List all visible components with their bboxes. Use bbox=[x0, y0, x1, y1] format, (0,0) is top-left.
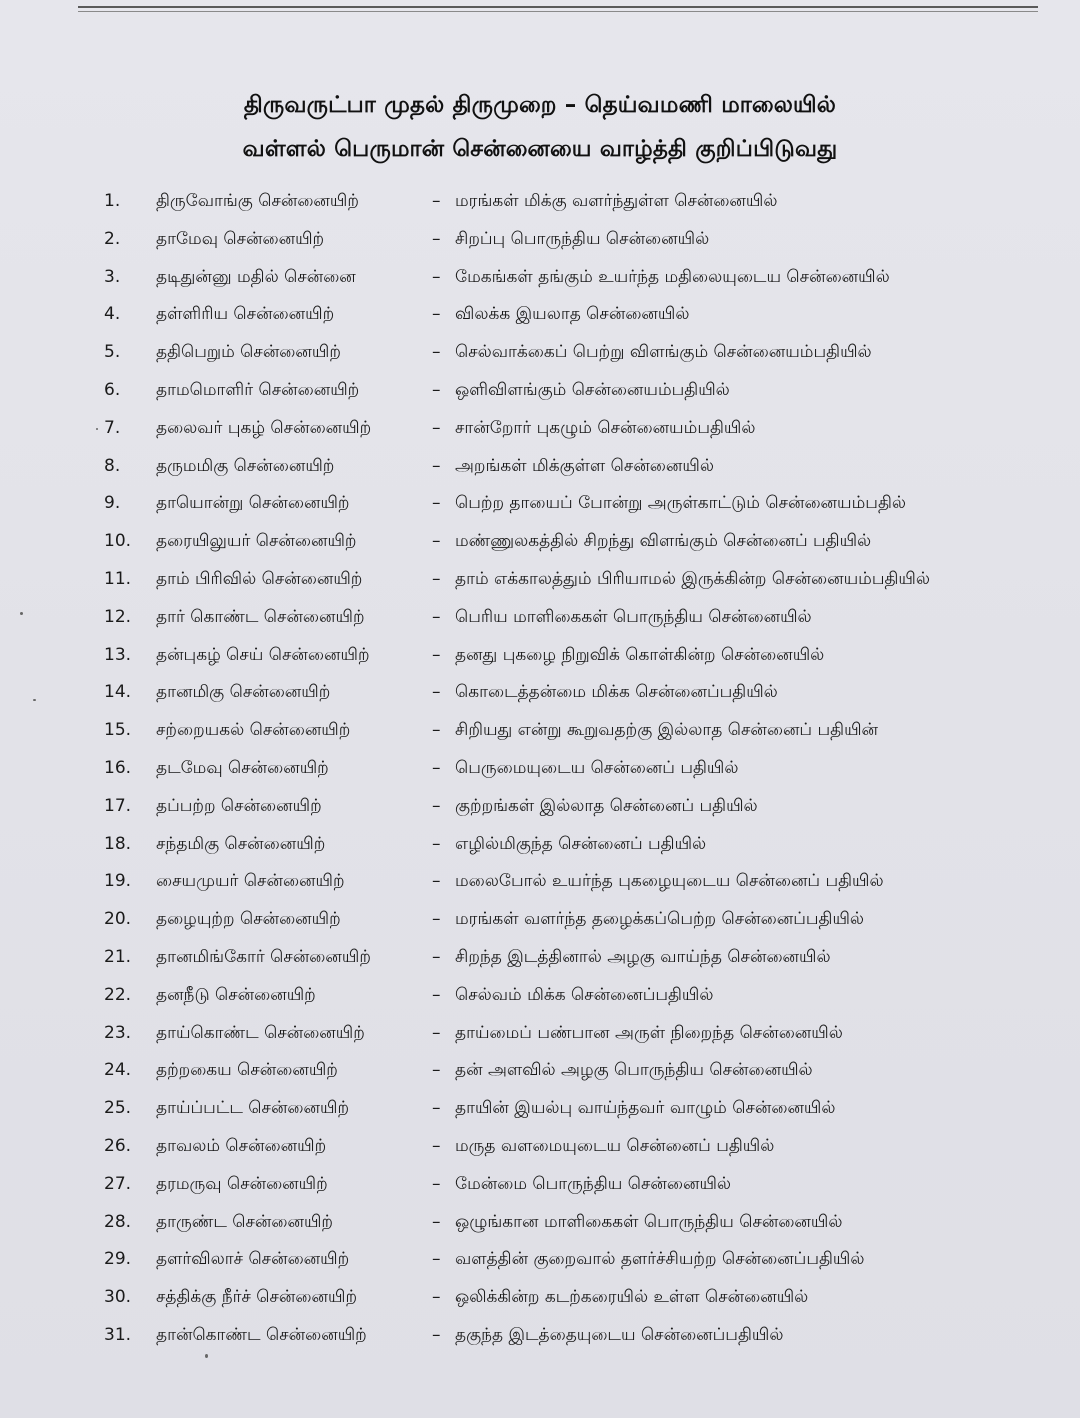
item-meaning: சிறந்த இடத்தினால் அழகு வாய்ந்த சென்னையில் bbox=[455, 946, 831, 967]
item-meaning: செல்வாக்கைப் பெற்று விளங்கும் சென்னையம்பதியில் bbox=[455, 342, 872, 363]
item-separator: – bbox=[432, 228, 441, 249]
item-term: தானமிங்கோர் சென்னையிற் bbox=[156, 946, 371, 967]
item-meaning: தாம் எக்காலத்தும் பிரியாமல் இருக்கின்ற சென்னையம்பதியில் bbox=[455, 568, 930, 589]
item-meaning: வளத்தின் குறைவால் தளர்ச்சியற்ற சென்னைப்பதியில் bbox=[455, 1249, 865, 1270]
item-term: சற்றையகல் சென்னையிற் bbox=[156, 720, 351, 741]
item-term: தாய்கொண்ட சென்னையிற் bbox=[156, 1022, 365, 1043]
item-term: தளர்விலாச் சென்னையிற் bbox=[156, 1249, 350, 1270]
item-meaning: பெற்ற தாயைப் போன்று அருள்காட்டும் சென்னையம்பதில் bbox=[455, 493, 906, 514]
item-separator: – bbox=[432, 682, 441, 703]
list-item bbox=[0, 259, 1080, 297]
item-separator: – bbox=[432, 795, 441, 816]
item-separator: – bbox=[432, 833, 441, 854]
item-number: 10. bbox=[104, 531, 132, 552]
item-separator: – bbox=[432, 568, 441, 589]
item-term: தடிதுன்னு மதில் சென்னை bbox=[156, 266, 356, 287]
page-title-line-1: திருவருட்பா முதல் திருமுறை – தெய்வமணி மாலையில் bbox=[243, 92, 837, 118]
item-term: தாம் பிரிவில் சென்னையிற் bbox=[156, 568, 363, 589]
item-term: தாமேவு சென்னையிற் bbox=[156, 228, 325, 249]
list-item bbox=[0, 901, 1080, 939]
item-term: தான்கொண்ட சென்னையிற் bbox=[156, 1324, 367, 1345]
item-number: 7. bbox=[104, 417, 121, 438]
item-number: 25. bbox=[104, 1098, 132, 1119]
item-meaning: மலைபோல் உயர்ந்த புகழையுடைய சென்னைப் பதியில் bbox=[455, 871, 884, 892]
glossary-list bbox=[0, 183, 1080, 1355]
item-number: 6. bbox=[104, 379, 121, 400]
item-meaning: தன் அளவில் அழகு பொருந்திய சென்னையில் bbox=[455, 1060, 813, 1081]
item-number: 13. bbox=[104, 644, 132, 665]
list-item bbox=[0, 599, 1080, 637]
list-item bbox=[0, 561, 1080, 599]
item-term: தாயொன்று சென்னையிற் bbox=[156, 493, 350, 514]
list-item bbox=[0, 1090, 1080, 1128]
item-separator: – bbox=[432, 1098, 441, 1119]
item-meaning: ஒலிக்கின்ற கடற்கரையில் உள்ள சென்னையில் bbox=[455, 1287, 809, 1308]
item-term: தாவலம் சென்னையிற் bbox=[156, 1135, 327, 1156]
item-number: 19. bbox=[104, 871, 132, 892]
item-term: தருமமிகு சென்னையிற் bbox=[156, 455, 335, 476]
list-item bbox=[0, 1052, 1080, 1090]
scan-speck bbox=[96, 428, 98, 430]
item-meaning: கொடைத்தன்மை மிக்க சென்னைப்பதியில் bbox=[455, 682, 778, 703]
list-item bbox=[0, 1241, 1080, 1279]
item-separator: – bbox=[432, 342, 441, 363]
item-term: தரமருவு சென்னையிற் bbox=[156, 1173, 328, 1194]
item-number: 3. bbox=[104, 266, 121, 287]
item-number: 24. bbox=[104, 1060, 132, 1081]
item-separator: – bbox=[432, 757, 441, 778]
item-number: 1. bbox=[104, 191, 121, 211]
item-term: சையமுயர் சென்னையிற் bbox=[156, 871, 345, 892]
item-number: 18. bbox=[104, 833, 132, 854]
item-separator: – bbox=[432, 1249, 441, 1270]
item-separator: – bbox=[432, 984, 441, 1005]
item-meaning: மருத வளமையுடைய சென்னைப் பதியில் bbox=[455, 1135, 775, 1156]
list-item bbox=[0, 863, 1080, 901]
item-number: 31. bbox=[104, 1324, 132, 1345]
item-separator: – bbox=[432, 946, 441, 967]
item-number: 29. bbox=[104, 1249, 132, 1270]
item-term: தார் கொண்ட சென்னையிற் bbox=[156, 606, 365, 627]
scan-speck bbox=[205, 1354, 208, 1358]
list-item bbox=[0, 523, 1080, 561]
item-number: 4. bbox=[104, 304, 121, 325]
item-number: 23. bbox=[104, 1022, 132, 1043]
item-term: திருவோங்கு சென்னையிற் bbox=[156, 191, 359, 211]
item-meaning: விலக்க இயலாத சென்னையில் bbox=[455, 304, 690, 325]
item-separator: – bbox=[432, 531, 441, 552]
item-term: தாமமொளிர் சென்னையிற் bbox=[156, 379, 360, 400]
item-number: 26. bbox=[104, 1135, 132, 1156]
item-meaning: மேன்மை பொருந்திய சென்னையில் bbox=[455, 1173, 732, 1194]
item-separator: – bbox=[432, 909, 441, 930]
item-term: ததிபெறும் சென்னையிற் bbox=[156, 342, 341, 363]
item-meaning: எழில்மிகுந்த சென்னைப் பதியில் bbox=[455, 833, 707, 854]
item-number: 22. bbox=[104, 984, 132, 1005]
item-separator: – bbox=[432, 266, 441, 287]
list-item bbox=[0, 712, 1080, 750]
item-separator: – bbox=[432, 1211, 441, 1232]
item-meaning: பெரிய மாளிகைகள் பொருந்திய சென்னையில் bbox=[455, 606, 812, 627]
item-number: 17. bbox=[104, 795, 132, 816]
item-term: தப்பற்ற சென்னையிற் bbox=[156, 795, 322, 816]
item-meaning: சிறப்பு பொருந்திய சென்னையில் bbox=[455, 228, 710, 249]
item-number: 5. bbox=[104, 342, 121, 363]
item-term: தலைவர் புகழ் சென்னையிற் bbox=[156, 417, 372, 438]
page-title-line-2: வள்ளல் பெருமான் சென்னையை வாழ்த்தி குறிப்பிடுவது bbox=[242, 136, 838, 162]
list-item bbox=[0, 372, 1080, 410]
list-item bbox=[0, 788, 1080, 826]
item-separator: – bbox=[432, 644, 441, 665]
item-number: 16. bbox=[104, 757, 132, 778]
item-meaning: தாய்மைப் பண்பான அருள் நிறைந்த சென்னையில் bbox=[455, 1022, 843, 1043]
item-separator: – bbox=[432, 191, 441, 211]
item-separator: – bbox=[432, 606, 441, 627]
list-item bbox=[0, 1015, 1080, 1053]
item-term: சந்தமிகு சென்னையிற் bbox=[156, 833, 326, 854]
item-meaning: ஒழுங்கான மாளிகைகள் பொருந்திய சென்னையில் bbox=[455, 1211, 843, 1232]
item-number: 30. bbox=[104, 1287, 132, 1308]
item-meaning: தனது புகழை நிறுவிக் கொள்கின்ற சென்னையில் bbox=[455, 644, 825, 665]
item-term: தடமேவு சென்னையிற் bbox=[156, 757, 329, 778]
list-item bbox=[0, 1128, 1080, 1166]
item-term: தனநீடு சென்னையிற் bbox=[156, 984, 316, 1005]
item-meaning: குற்றங்கள் இல்லாத சென்னைப் பதியில் bbox=[455, 795, 758, 816]
item-separator: – bbox=[432, 1324, 441, 1345]
scan-speck bbox=[33, 699, 36, 701]
item-separator: – bbox=[432, 1060, 441, 1081]
item-number: 11. bbox=[104, 568, 132, 589]
item-separator: – bbox=[432, 871, 441, 892]
item-term: தற்றகைய சென்னையிற் bbox=[156, 1060, 338, 1081]
item-meaning: தகுந்த இடத்தையுடைய சென்னைப்பதியில் bbox=[455, 1324, 784, 1345]
list-item bbox=[0, 977, 1080, 1015]
item-term: தானமிகு சென்னையிற் bbox=[156, 682, 331, 703]
item-term: தாய்ப்பட்ட சென்னையிற் bbox=[156, 1098, 350, 1119]
list-item bbox=[0, 1279, 1080, 1317]
list-item bbox=[0, 410, 1080, 448]
item-meaning: பெருமையுடைய சென்னைப் பதியில் bbox=[455, 757, 739, 778]
scan-speck bbox=[20, 612, 23, 615]
item-number: 28. bbox=[104, 1211, 132, 1232]
list-item bbox=[0, 1166, 1080, 1204]
item-term: தள்ளிரிய சென்னையிற் bbox=[156, 304, 335, 325]
item-meaning: மரங்கள் வளர்ந்த தழைக்கப்பெற்ற சென்னைப்பதியில் bbox=[455, 909, 865, 930]
list-item bbox=[0, 637, 1080, 675]
item-separator: – bbox=[432, 1135, 441, 1156]
item-separator: – bbox=[432, 379, 441, 400]
list-item bbox=[0, 750, 1080, 788]
item-separator: – bbox=[432, 455, 441, 476]
item-meaning: சான்றோர் புகழும் சென்னையம்பதியில் bbox=[455, 417, 756, 438]
list-item bbox=[0, 939, 1080, 977]
list-item bbox=[0, 296, 1080, 334]
list-item bbox=[0, 334, 1080, 372]
item-separator: – bbox=[432, 720, 441, 741]
list-item bbox=[0, 485, 1080, 523]
item-term: தழையுற்ற சென்னையிற் bbox=[156, 909, 341, 930]
item-number: 21. bbox=[104, 946, 132, 967]
item-meaning: மண்ணுலகத்தில் சிறந்து விளங்கும் சென்னைப் பதியில் bbox=[455, 531, 872, 552]
list-item bbox=[0, 448, 1080, 486]
list-item bbox=[0, 1204, 1080, 1242]
item-meaning: சிறியது என்று கூறுவதற்கு இல்லாத சென்னைப் பதியின் bbox=[455, 720, 878, 741]
item-meaning: ஒளிவிளங்கும் சென்னையம்பதியில் bbox=[455, 379, 730, 400]
list-item bbox=[0, 221, 1080, 259]
item-separator: – bbox=[432, 493, 441, 514]
item-meaning: மேகங்கள் தங்கும் உயர்ந்த மதிலையுடைய சென்னையில் bbox=[455, 266, 890, 287]
item-number: 2. bbox=[104, 228, 121, 249]
item-term: சத்திக்கு நீர்ச் சென்னையிற் bbox=[156, 1287, 358, 1308]
item-separator: – bbox=[432, 304, 441, 325]
item-number: 27. bbox=[104, 1173, 132, 1194]
top-border-line-secondary bbox=[78, 11, 1038, 12]
item-number: 15. bbox=[104, 720, 132, 741]
item-term: தாருண்ட சென்னையிற் bbox=[156, 1211, 333, 1232]
item-meaning: மரங்கள் மிக்கு வளர்ந்துள்ள சென்னையில் bbox=[455, 191, 778, 211]
item-term: தரையிலுயர் சென்னையிற் bbox=[156, 531, 357, 552]
top-border-line bbox=[78, 6, 1038, 8]
item-number: 12. bbox=[104, 606, 132, 627]
item-separator: – bbox=[432, 1022, 441, 1043]
item-number: 9. bbox=[104, 493, 121, 514]
item-meaning: செல்வம் மிக்க சென்னைப்பதியில் bbox=[455, 984, 714, 1005]
item-separator: – bbox=[432, 1287, 441, 1308]
item-meaning: அறங்கள் மிக்குள்ள சென்னையில் bbox=[455, 455, 714, 476]
item-separator: – bbox=[432, 417, 441, 438]
list-item bbox=[0, 826, 1080, 864]
item-meaning: தாயின் இயல்பு வாய்ந்தவர் வாழும் சென்னையில் bbox=[455, 1098, 836, 1119]
list-item bbox=[0, 1317, 1080, 1355]
item-separator: – bbox=[432, 1173, 441, 1194]
list-item bbox=[0, 674, 1080, 712]
item-number: 20. bbox=[104, 909, 132, 930]
item-number: 8. bbox=[104, 455, 121, 476]
item-number: 14. bbox=[104, 682, 132, 703]
list-item bbox=[0, 183, 1080, 221]
item-term: தன்புகழ் செய் சென்னையிற் bbox=[156, 644, 370, 665]
